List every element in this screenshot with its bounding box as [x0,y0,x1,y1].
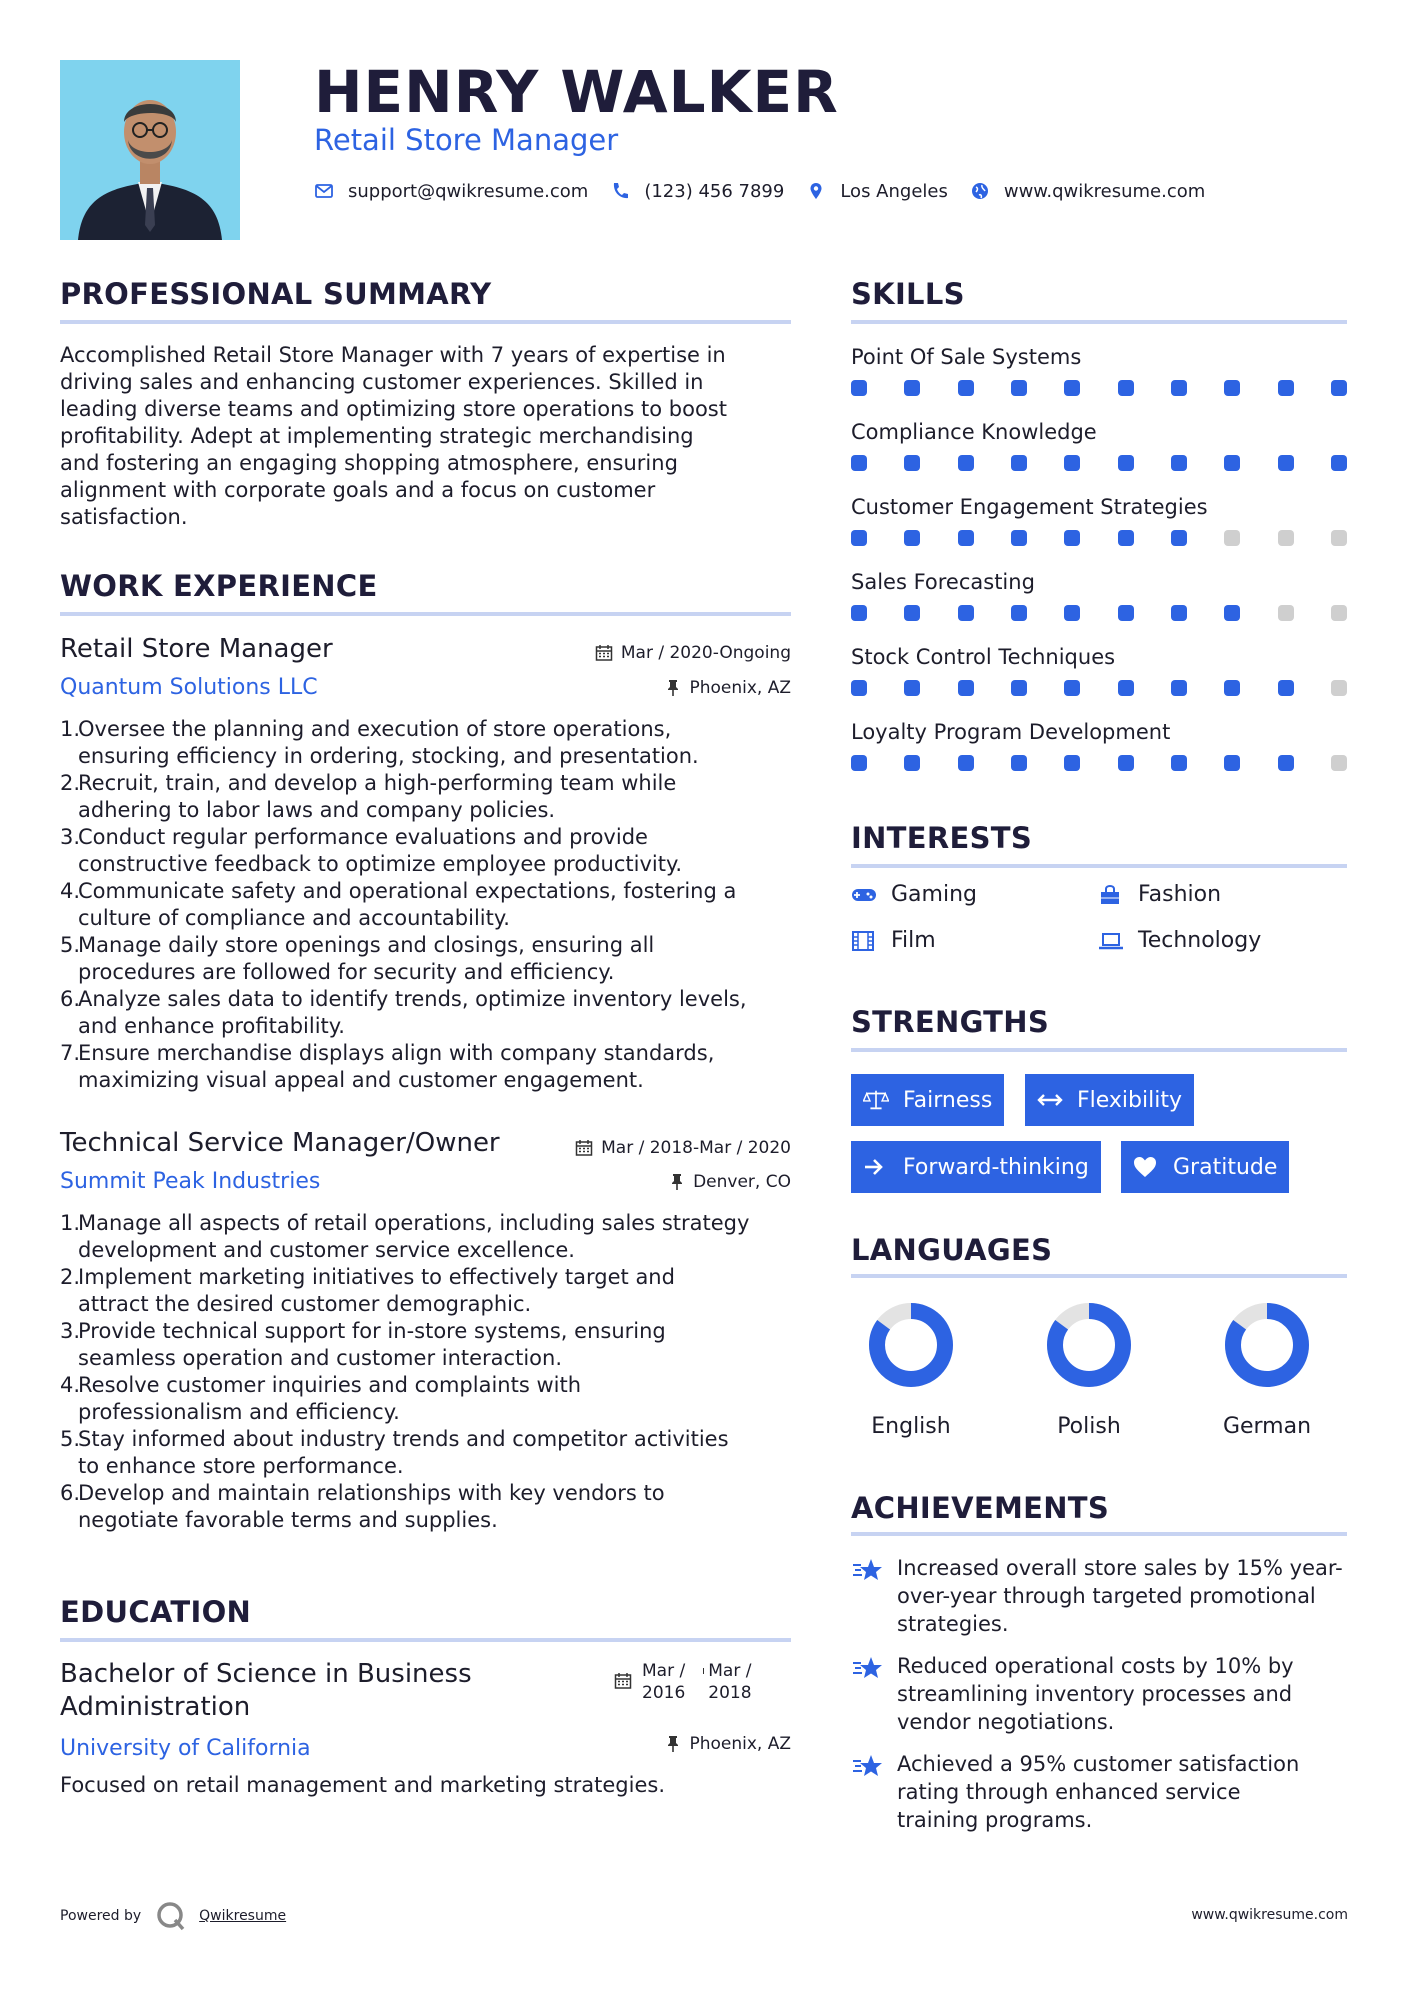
skill-name: Point Of Sale Systems [851,345,1082,369]
rating-dot-filled [1171,755,1187,771]
achievements-list [851,1554,1351,1834]
skill-rating [851,605,1347,623]
rating-dot-filled [1171,680,1187,696]
responsibility-list [52,716,817,1094]
candidate-name: HENRY WALKER [314,58,839,126]
gamepad-icon [851,886,877,904]
rating-dot-filled [1064,530,1080,546]
list-item: 6. Develop and maintain relationships with key vendors to negotiate favorable terms and supplies. [60,1481,665,1532]
skill-row [851,342,1347,417]
strength-chip: Flexibility [1025,1074,1194,1126]
section-divider [851,1048,1347,1052]
rating-dot-empty [1331,530,1347,546]
section-divider [851,1274,1347,1278]
interest-item: Film [851,928,936,953]
list-item: 1. Manage all aspects of retail operations, including sales strategy development and customer service excellence. [60,1211,750,1262]
strength-chip: Forward-thinking [851,1141,1101,1193]
calendar-icon [595,644,613,662]
contact-location-text: Los Angeles [840,180,948,202]
skill-name: Compliance Knowledge [851,420,1097,444]
rating-dot-filled [904,680,920,696]
list-item: 4. Resolve customer inquiries and complaints with professionalism and efficiency. [60,1373,582,1424]
rating-dot-empty [1331,680,1347,696]
rating-dot-filled [1064,455,1080,471]
rating-dot-filled [851,380,867,396]
language-item [1207,1300,1327,1442]
language-proficiency-ring [866,1300,956,1390]
footer-powered [60,1900,286,1932]
skill-row [851,642,1347,717]
responsibility-list [52,1210,817,1534]
interest-item: Fashion [1098,882,1221,907]
footer-site[interactable]: www.qwikresume.com [1191,1907,1348,1923]
rating-dot-filled [1278,455,1294,471]
arrows-horizontal-icon [1037,1090,1063,1110]
rating-dot-filled [1224,455,1240,471]
section-divider [851,864,1347,868]
degree-title: Bachelor of Science in Business Administration [60,1659,472,1722]
balance-scale-icon [863,1088,889,1112]
skill-row [851,492,1347,567]
job-title: Retail Store Manager [60,634,333,664]
languages-list [851,1300,1347,1442]
rating-dot-filled [1171,455,1187,471]
interest-item: Gaming [851,882,977,907]
arrow-right-icon [863,1157,885,1177]
list-item: 6. Analyze sales data to identify trends, optimize inventory levels, and enhance profitability. [60,987,747,1038]
pushpin-icon [669,1173,685,1191]
list-item: 1. Oversee the planning and execution of store operations, ensuring efficiency in ordering, stocking, and presentation. [60,717,699,768]
contact-bar [314,176,1227,206]
list-item: 4. Communicate safety and operational expectations, fostering a culture of compliance and accountability. [60,879,737,930]
list-item: 5. Manage daily store openings and closings, ensuring all procedures are followed for security and efficiency. [60,933,655,984]
contact-website-text: www.qwikresume.com [1003,180,1206,202]
rating-dot-empty [1331,755,1347,771]
rating-dot-filled [1278,755,1294,771]
skill-row [851,717,1347,792]
pushpin-icon [665,679,681,697]
laptop-icon [1098,931,1124,951]
list-item: 3. Conduct regular performance evaluations and provide constructive feedback to optimize employee productivity. [60,825,683,876]
rating-dot-filled [904,455,920,471]
shopping-bag-icon [1098,884,1122,906]
section-divider [851,320,1347,324]
skills-list [851,342,1347,792]
powered-by-label: Powered by [60,1908,142,1924]
rating-dot-filled [1118,530,1134,546]
pushpin-icon [665,1735,681,1753]
language-proficiency-ring [1044,1300,1134,1390]
company-name: Quantum Solutions LLC [60,675,318,700]
contact-phone[interactable] [610,181,784,202]
film-icon [851,930,875,952]
rating-dot-filled [1011,530,1027,546]
profile-photo [60,60,240,240]
contact-website[interactable] [970,181,1205,202]
section-heading-work: WORK EXPERIENCE [60,569,378,603]
skill-rating [851,380,1347,398]
rating-dot-filled [1331,380,1347,396]
list-item: 7. Ensure merchandise displays align with company standards, maximizing visual appeal and customer engagement. [60,1041,715,1092]
rating-dot-filled [1224,680,1240,696]
skill-rating [851,680,1347,698]
interest-item: Technology [1098,928,1261,953]
rating-dot-filled [904,530,920,546]
language-item [851,1300,971,1442]
section-divider [60,1638,791,1642]
strength-chip: Gratitude [1121,1141,1289,1193]
skill-rating [851,455,1347,473]
summary-text: Accomplished Retail Store Manager with 7 years of expertise in driving sales and enhancing customer experiences. Skilled in leading diverse teams and optimizing store operations to boost profitability. Adept at implementing strategic merchandising and fostering an engaging shopping atmosphere, ensuring alignment with corporate goals and a focus on customer satisfaction. [60,343,727,529]
rating-dot-filled [1224,755,1240,771]
rating-dot-filled [904,605,920,621]
contact-email-text: support@qwikresume.com [348,180,589,202]
skill-name: Loyalty Program Development [851,720,1171,744]
rating-dot-filled [1118,455,1134,471]
section-heading-interests: INTERESTS [851,821,1033,855]
rating-dot-filled [1064,680,1080,696]
section-heading-education: EDUCATION [60,1595,252,1629]
achievement-item: Increased overall store sales by 15% year- over-year through targeted promotional strategies. [851,1554,1351,1638]
rating-dot-filled [1118,680,1134,696]
rating-dot-empty [1224,530,1240,546]
rating-dot-filled [1011,455,1027,471]
rating-dot-filled [1171,380,1187,396]
job-title: Technical Service Manager/Owner [60,1128,500,1158]
section-heading-achievements: ACHIEVEMENTS [851,1491,1110,1525]
rating-dot-filled [1278,380,1294,396]
contact-email[interactable] [314,181,588,202]
skill-rating [851,755,1347,773]
skill-name: Sales Forecasting [851,570,1035,594]
rating-dot-filled [904,380,920,396]
education-note: Focused on retail management and marketing strategies. [60,1773,666,1797]
envelope-icon [314,181,334,201]
rating-dot-filled [958,755,974,771]
rating-dot-filled [1224,605,1240,621]
rating-dot-empty [1278,605,1294,621]
job-dates: Mar / 2018-Mar / 2020 [575,1136,791,1160]
list-item: 3. Provide technical support for in-store systems, ensuring seamless operation and customer interaction. [60,1319,666,1370]
calendar-icon [575,1139,593,1157]
education-dates: Mar / 2016 Mar / 2018 [614,1660,752,1704]
list-item: 2. Recruit, train, and develop a high-performing team while adhering to labor laws and company policies. [60,771,677,822]
rating-dot-filled [958,455,974,471]
job-location: Phoenix, AZ [665,676,791,700]
rating-dot-filled [1171,605,1187,621]
education-location: Phoenix, AZ [665,1732,791,1756]
language-name: German [1222,1414,1312,1439]
contact-location [806,181,948,202]
language-name: Polish [1057,1414,1121,1439]
star-badge-icon [851,1752,885,1780]
section-heading-skills: SKILLS [851,277,965,311]
qwikresume-logo-icon [155,1900,187,1932]
section-divider [60,320,791,324]
achievement-item: Achieved a 95% customer satisfaction rating through enhanced service training programs. [851,1750,1351,1834]
rating-dot-filled [1011,680,1027,696]
star-badge-icon [851,1556,885,1584]
rating-dot-filled [851,680,867,696]
section-heading-languages: LANGUAGES [851,1233,1053,1267]
rating-dot-filled [1064,380,1080,396]
school-name: University of California [60,1736,311,1761]
rating-dot-filled [1118,605,1134,621]
skill-name: Customer Engagement Strategies [851,495,1208,519]
rating-dot-filled [958,680,974,696]
company-name: Summit Peak Industries [60,1169,321,1194]
strength-chip: Fairness [851,1074,1004,1126]
achievement-item: Reduced operational costs by 10% by streamlining inventory processes and vendor negotiations. [851,1652,1351,1736]
section-heading-strengths: STRENGTHS [851,1005,1050,1039]
rating-dot-filled [1224,380,1240,396]
skill-rating [851,530,1347,548]
rating-dot-empty [1331,605,1347,621]
rating-dot-empty [1278,530,1294,546]
rating-dot-filled [1011,755,1027,771]
rating-dot-filled [1118,380,1134,396]
list-item: 2. Implement marketing initiatives to effectively target and attract the desired customer demographic. [60,1265,675,1316]
brand-link[interactable]: Qwikresume [199,1908,287,1924]
rating-dot-filled [1064,755,1080,771]
phone-icon [610,181,630,201]
rating-dot-filled [1064,605,1080,621]
rating-dot-filled [851,455,867,471]
list-item: 5. Stay informed about industry trends and competitor activities to enhance store performance. [60,1427,729,1478]
rating-dot-filled [1331,455,1347,471]
rating-dot-filled [1011,380,1027,396]
contact-phone-text: (123) 456 7899 [644,180,785,202]
rating-dot-filled [851,530,867,546]
calendar-icon [614,1672,632,1690]
rating-dot-filled [958,380,974,396]
section-divider [851,1532,1347,1536]
candidate-title: Retail Store Manager [314,123,619,157]
rating-dot-filled [958,530,974,546]
rating-dot-filled [1171,530,1187,546]
job-dates: Mar / 2020-Ongoing [595,641,791,665]
rating-dot-filled [851,605,867,621]
job-location: Denver, CO [669,1170,791,1194]
language-item [1029,1300,1149,1442]
rating-dot-filled [851,755,867,771]
rating-dot-filled [1278,680,1294,696]
skill-row [851,567,1347,642]
rating-dot-filled [1011,605,1027,621]
star-badge-icon [851,1654,885,1682]
skill-name: Stock Control Techniques [851,645,1116,669]
rating-dot-filled [958,605,974,621]
section-divider [60,612,791,616]
globe-icon [970,181,990,201]
rating-dot-filled [904,755,920,771]
language-proficiency-ring [1222,1300,1312,1390]
language-name: English [871,1414,951,1439]
heart-icon [1133,1156,1157,1178]
rating-dot-filled [1118,755,1134,771]
section-heading-summary: PROFESSIONAL SUMMARY [60,277,492,311]
skill-row [851,417,1347,492]
map-pin-icon [806,181,826,201]
